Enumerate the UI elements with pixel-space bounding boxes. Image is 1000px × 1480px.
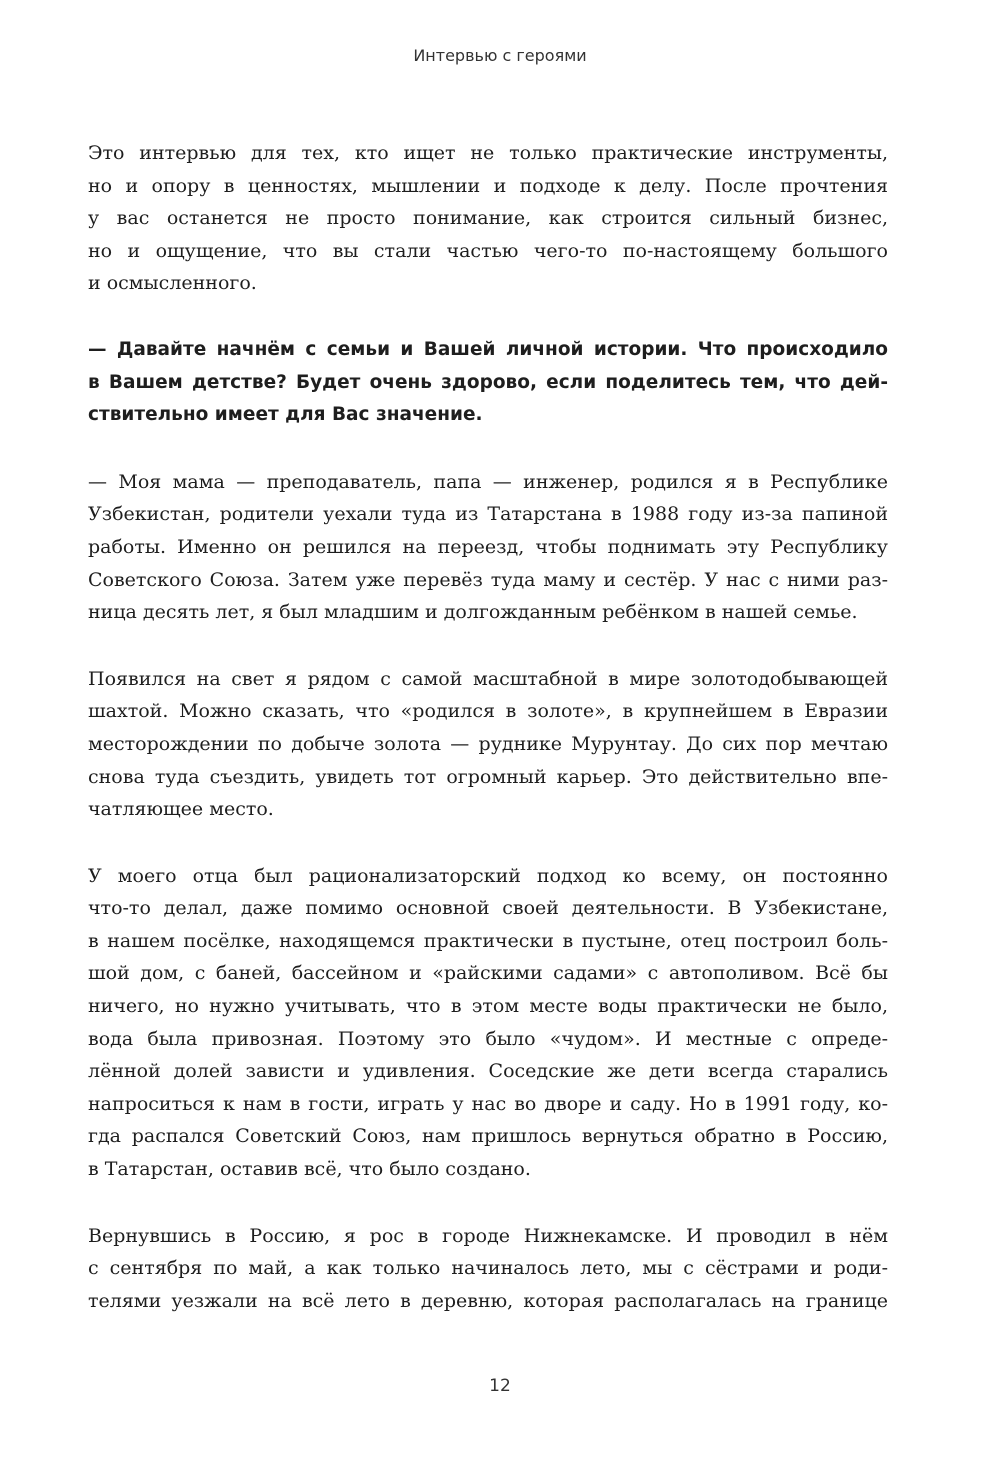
text-line: — Давайте начнём с семьи и Вашей личной истории. Что происходило [88,338,888,360]
text-line: шой дом, с баней, бассейном и «райскими садами» с автополивом. Всё бы [88,962,888,985]
text-line: ничего, но нужно учитывать, что в этом месте воды практически не было, [88,995,888,1018]
paragraph [88,1220,888,1318]
paragraph [88,663,888,826]
text-line: месторождении по добыче золота — руднике Мурунтау. До сих пор мечтаю [88,732,888,755]
text-line: и осмысленного. [88,272,257,295]
text-line: У моего отца был рационализаторский подход ко всему, он постоянно [88,864,888,887]
text-line: Вернувшись в Россию, я рос в городе Нижнекамске. И проводил в нём [88,1224,888,1247]
text-line: но и ощущение, что вы стали частью чего-то по-настоящему большого [88,239,888,262]
paragraph [88,466,888,629]
text-line: Узбекистан, родители уехали туда из Татарстана в 1988 году из-за папиной [88,503,888,526]
text-line: что-то делал, даже помимо основной своей деятельности. В Узбекистане, [88,897,888,920]
text-line: Это интервью для тех, кто ищет не только практические инструменты, [88,142,888,164]
text-line: в нашем посёлке, находящемся практически в пустыне, отец построил боль- [88,929,888,952]
text-line: но и опору в ценностях, мышлении и подходе к делу. После прочтения [88,174,888,197]
text-line: снова туда съездить, увидеть тот огромный карьер. Это действительно впе- [88,765,888,788]
text-line: — Моя мама — преподаватель, папа — инженер, родился я в Республике [88,470,888,493]
text-line: ница десять лет, я был младшим и долгожданным ребёнком в нашей семье. [88,601,858,624]
page-number: 12 [489,1376,511,1396]
text-line: чатляющее место. [88,798,274,821]
text-line: шахтой. Можно сказать, что «родился в золоте», в крупнейшем в Евразии [88,700,888,723]
text-line: гда распался Советский Союз, нам пришлось вернуться обратно в Россию, [88,1125,888,1148]
text-line: Советского Союза. Затем уже перевёз туда маму и сестёр. У нас с ними раз- [88,568,888,591]
text-line: в Вашем детстве? Будет очень здорово, если поделитесь тем, что дей- [88,371,888,393]
text-line: с сентября по май, а как только начиналось лето, мы с сёстрами и роди- [88,1257,888,1280]
page-body [88,137,888,1351]
text-line: вода была привозная. Поэтому это было «чудом». И местные с опреде- [88,1027,888,1050]
text-line: лённой долей зависти и удивления. Соседские же дети всегда старались [88,1060,888,1083]
text-line: Появился на свет я рядом с самой масштабной в мире золотодобывающей [88,667,888,690]
text-line: ствительно имеет для Вас значение. [88,404,483,426]
text-line: телями уезжали на всё лето в деревню, которая располагалась на границе [88,1289,888,1312]
interview-question [88,334,888,432]
text-line: работы. Именно он решился на переезд, чтобы поднимать эту Республику [88,535,888,558]
paragraph [88,137,888,300]
paragraph [88,860,888,1186]
text-line: напроситься к нам в гости, играть у нас во дворе и саду. Но в 1991 году, ко- [88,1092,888,1115]
text-line: у вас останется не просто понимание, как строится сильный бизнес, [88,207,888,230]
running-header: Интервью с героями [413,46,587,65]
text-line: в Татарстан, оставив всё, что было создано. [88,1158,531,1181]
